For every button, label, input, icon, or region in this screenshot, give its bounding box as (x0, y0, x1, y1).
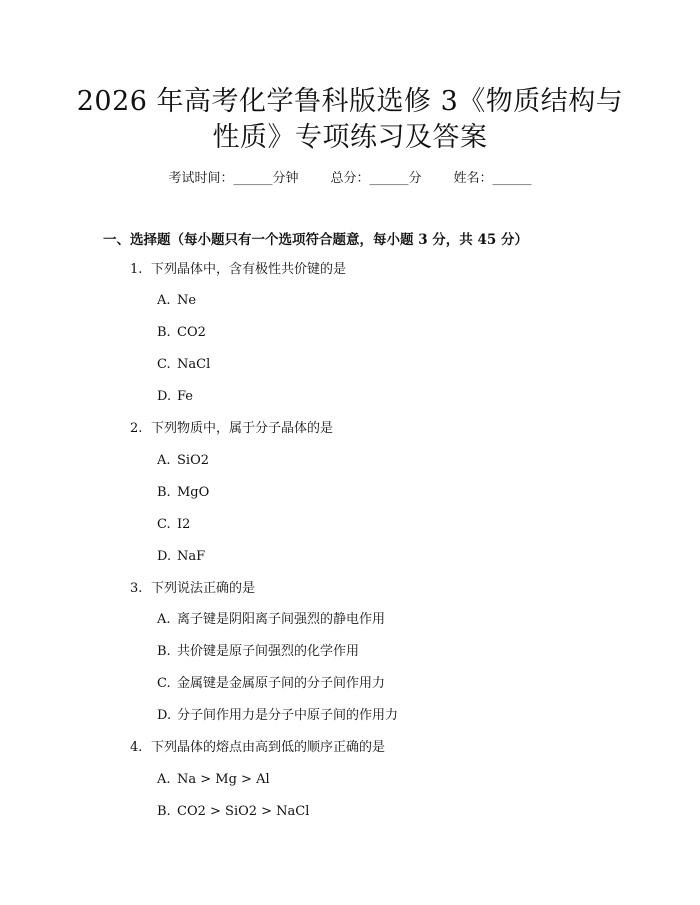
document-title-line-1: 2026 年高考化学鲁科版选修 3《物质结构与 (76, 86, 624, 117)
section-heading-choice: 一、选择题（每小题只有一个选项符合题意，每小题 3 分，共 45 分） (103, 232, 528, 248)
option-text: Fe (177, 389, 194, 404)
document-title-line-2: 性质》专项练习及答案 (212, 122, 488, 153)
question-2-option-a (157, 452, 209, 470)
option-text: NaF (177, 549, 206, 564)
question-2 (130, 420, 333, 438)
option-label: C. (157, 357, 171, 372)
question-number: 3. (130, 581, 143, 596)
option-text: Na > Mg > Al (177, 772, 270, 787)
option-text: MgO (177, 485, 210, 500)
question-4 (130, 739, 385, 757)
question-1 (130, 261, 346, 279)
option-label: A. (157, 612, 171, 627)
option-text: 共价键是原子间强烈的化学作用 (177, 644, 360, 659)
option-text: SiO2 (177, 453, 209, 468)
exam-time: 考试时间：______分钟 (168, 171, 299, 186)
question-1-option-a (157, 292, 196, 310)
question-3-option-d (157, 707, 398, 725)
option-text: I2 (177, 517, 191, 532)
option-label: D. (157, 549, 172, 564)
exam-info-line (0, 170, 700, 188)
question-3 (130, 580, 255, 598)
question-2-option-b (157, 484, 209, 502)
question-3-option-a (157, 611, 385, 629)
option-label: A. (157, 772, 171, 787)
option-label: C. (157, 676, 171, 691)
question-number: 4. (130, 740, 143, 755)
question-text: 下列说法正确的是 (151, 581, 256, 596)
question-text: 下列晶体中，含有极性共价键的是 (151, 262, 347, 277)
option-text: 分子间作用力是分子中原子间的作用力 (177, 708, 399, 723)
option-label: D. (157, 389, 172, 404)
question-2-option-d (157, 548, 205, 566)
option-text: CO2 > SiO2 > NaCl (177, 804, 310, 819)
question-1-option-d (157, 388, 193, 406)
option-text: NaCl (177, 357, 211, 372)
question-3-option-c (157, 675, 385, 693)
student-name: 姓名：______ (453, 171, 532, 186)
exam-total-score: 总分：______分 (330, 171, 422, 186)
option-label: B. (157, 485, 171, 500)
option-label: A. (157, 453, 171, 468)
option-label: B. (157, 644, 171, 659)
question-3-option-b (157, 643, 359, 661)
question-text: 下列晶体的熔点由高到低的顺序正确的是 (151, 740, 386, 755)
option-text: 金属键是金属原子间的分子间作用力 (177, 676, 386, 691)
question-4-option-b (157, 803, 309, 821)
option-text: CO2 (177, 325, 206, 340)
option-text: Ne (177, 293, 197, 308)
question-number: 2. (130, 421, 143, 436)
question-text: 下列物质中，属于分子晶体的是 (151, 421, 334, 436)
question-2-option-c (157, 516, 190, 534)
question-number: 1. (130, 262, 143, 277)
option-label: D. (157, 708, 172, 723)
question-1-option-b (157, 324, 206, 342)
question-4-option-a (157, 771, 270, 789)
option-label: B. (157, 325, 171, 340)
option-label: A. (157, 293, 171, 308)
option-label: B. (157, 804, 171, 819)
question-1-option-c (157, 356, 210, 374)
option-text: 离子键是阴阳离子间强烈的静电作用 (177, 612, 386, 627)
option-label: C. (157, 517, 171, 532)
